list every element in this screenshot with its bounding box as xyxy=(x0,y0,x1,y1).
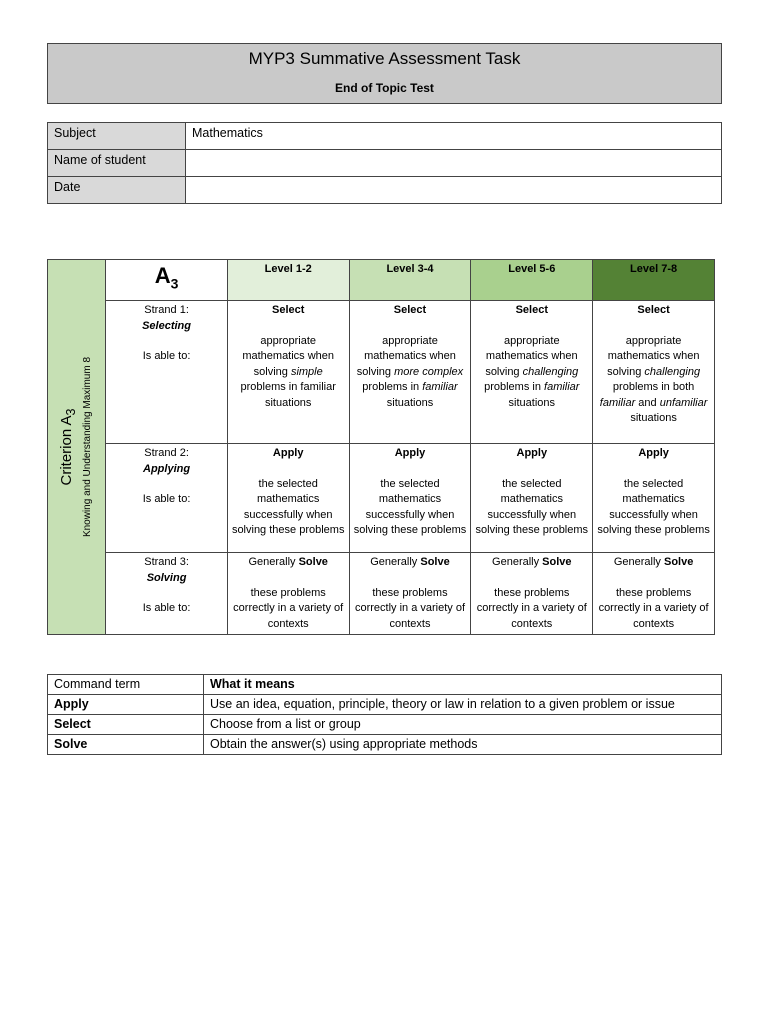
info-label: Name of student xyxy=(48,150,186,177)
command-term-header: Command term xyxy=(48,675,204,695)
rubric-row-strand-1 xyxy=(48,301,715,444)
descriptor-cell: Select appropriate mathematics when solving more complex problems in familiar situations xyxy=(349,301,471,444)
level-header: Level 3-4 xyxy=(349,260,471,301)
info-label: Subject xyxy=(48,123,186,150)
document-title: MYP3 Summative Assessment Task xyxy=(248,49,521,68)
info-row-subject xyxy=(48,123,722,150)
info-row-date xyxy=(48,177,722,204)
level-header: Level 7-8 xyxy=(593,260,715,301)
command-terms-table xyxy=(47,674,722,755)
command-row xyxy=(48,735,722,755)
level-header: Level 5-6 xyxy=(471,260,593,301)
command-row xyxy=(48,715,722,735)
command-row xyxy=(48,695,722,715)
document-subtitle: End of Topic Test xyxy=(335,81,434,95)
command-header-row xyxy=(48,675,722,695)
assessment-rubric-table xyxy=(47,259,715,635)
rubric-corner-label: $A_3$ xyxy=(106,260,227,301)
descriptor-cell: Apply the selected mathematics successfully when solving these problems xyxy=(227,444,349,553)
info-value: Mathematics xyxy=(186,123,722,150)
command-meaning: Obtain the answer(s) using appropriate methods xyxy=(204,735,722,755)
info-value xyxy=(186,150,722,177)
rubric-row-strand-2 xyxy=(48,444,715,553)
command-meaning-header: What it means xyxy=(204,675,722,695)
criterion-subtitle: Knowing and Understanding Maximum 8 xyxy=(81,356,93,538)
command-meaning: Choose from a list or group xyxy=(204,715,722,735)
level-header: Level 1-2 xyxy=(227,260,349,301)
strand-cell: Strand 1: Selecting Is able to: xyxy=(106,301,227,444)
info-row-name xyxy=(48,150,722,177)
command-term: Select xyxy=(48,715,204,735)
descriptor-cell: Generally Solve these problems correctly in a variety of contexts xyxy=(349,553,471,635)
descriptor-cell: Generally Solve these problems correctly in a variety of contexts xyxy=(593,553,715,635)
strand-cell: Strand 2: Applying Is able to: xyxy=(106,444,227,553)
command-term: Solve xyxy=(48,735,204,755)
descriptor-cell: Select appropriate mathematics when solving challenging problems in familiar situations xyxy=(471,301,593,444)
command-term: Apply xyxy=(48,695,204,715)
descriptor-cell: Select appropriate mathematics when solving challenging problems in both familiar and unfamiliar situations xyxy=(593,301,715,444)
descriptor-cell: Generally Solve these problems correctly in a variety of contexts xyxy=(227,553,349,635)
criterion-title: Criterion $A_3$ xyxy=(57,408,78,486)
document-header xyxy=(47,43,722,104)
descriptor-cell: Generally Solve these problems correctly in a variety of contexts xyxy=(471,553,593,635)
criterion-cell xyxy=(48,260,106,635)
descriptor-cell: Apply the selected mathematics successfully when solving these problems xyxy=(471,444,593,553)
strand-cell: Strand 3: Solving Is able to: xyxy=(106,553,227,635)
student-info-table xyxy=(47,122,722,204)
descriptor-cell: Apply the selected mathematics successfully when solving these problems xyxy=(349,444,471,553)
command-meaning: Use an idea, equation, principle, theory or law in relation to a given problem or issue xyxy=(204,695,722,715)
descriptor-cell: Apply the selected mathematics successfully when solving these problems xyxy=(593,444,715,553)
rubric-row-strand-3 xyxy=(48,553,715,635)
info-value xyxy=(186,177,722,204)
descriptor-cell: Select appropriate mathematics when solving simple problems in familiar situations xyxy=(227,301,349,444)
info-label: Date xyxy=(48,177,186,204)
